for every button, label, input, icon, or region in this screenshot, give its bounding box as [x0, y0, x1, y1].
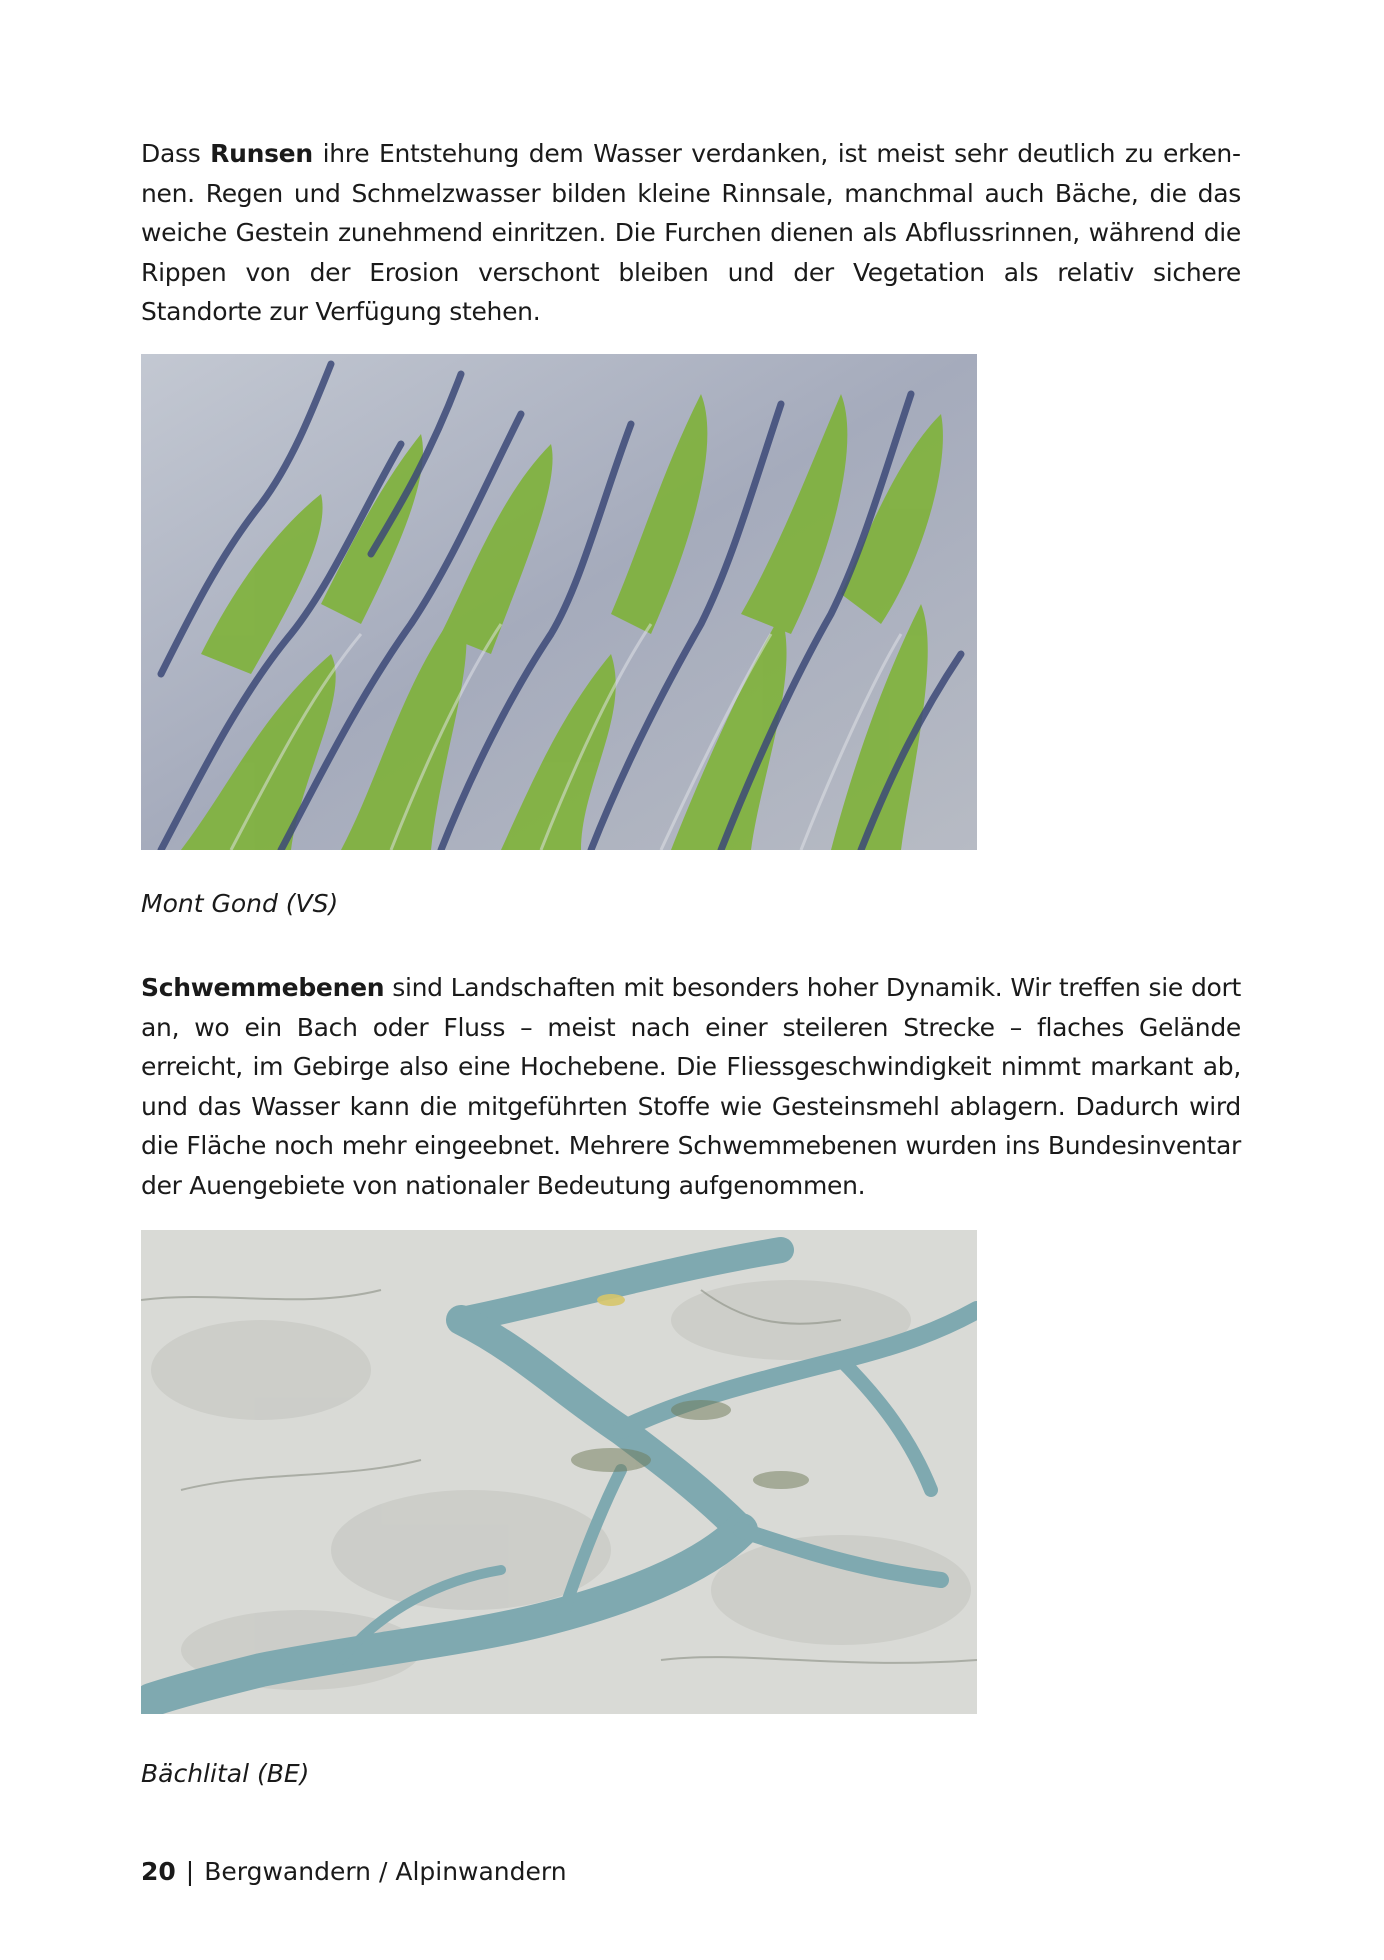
eroded-slope-image	[141, 354, 977, 850]
paragraph-schwemmebenen-text: sind Landschaften mit besonders hoher Dynamik. Wir treffen sie dort an, wo ein Bach oder Fluss – meist nach einer steileren Strecke – flaches Gelände erreicht, im Gebirge also eine Hochebene. Die Fliessgeschwindigkeit nimmt markant ab, und das Wasser kann die mitgeführten Stoffe wie Gesteinsmehl ablagern. Dadurch wird die Fläche noch mehr eingeebnet. Mehrere Schwemmebenen wurden ins Bundesinventar der Auengebiete von nationaler Bedeutung aufgenommen.	[141, 973, 1241, 1200]
caption-baechlital: Bächlital (BE)	[141, 1759, 310, 1788]
paragraph-runsen	[141, 134, 1241, 332]
photo-baechlital-floodplain	[141, 1230, 977, 1714]
paragraph-runsen-text: ihre Entstehung dem Wasser verdanken, ist meist sehr deutlich zu erkennen. Regen und Schmelzwasser bilden kleine Rinnsale, manchmal auch Bäche, die das weiche Gestein zunehmend einritzen. Die Furchen dienen als Abflussrinnen, während die Rippen von der Erosion verschont bleiben und der Vegetation als relativ sichere Standorte zur Verfügung stehen.	[141, 139, 1241, 326]
caption-mont-gond: Mont Gond (VS)	[141, 889, 339, 918]
term-runsen: Runsen	[210, 139, 313, 168]
page-number: 20	[141, 1857, 176, 1886]
section-title: Bergwandern / Alpinwandern	[204, 1857, 567, 1886]
photo-mont-gond-gullies	[141, 354, 977, 850]
page-footer	[141, 1856, 567, 1888]
paragraph-schwemmebenen	[141, 968, 1241, 1205]
braided-river-image	[141, 1230, 977, 1714]
term-schwemmebenen: Schwemmebenen	[141, 973, 385, 1002]
footer-separator: |	[185, 1857, 195, 1886]
paragraph-runsen-lead: Dass	[141, 139, 211, 168]
